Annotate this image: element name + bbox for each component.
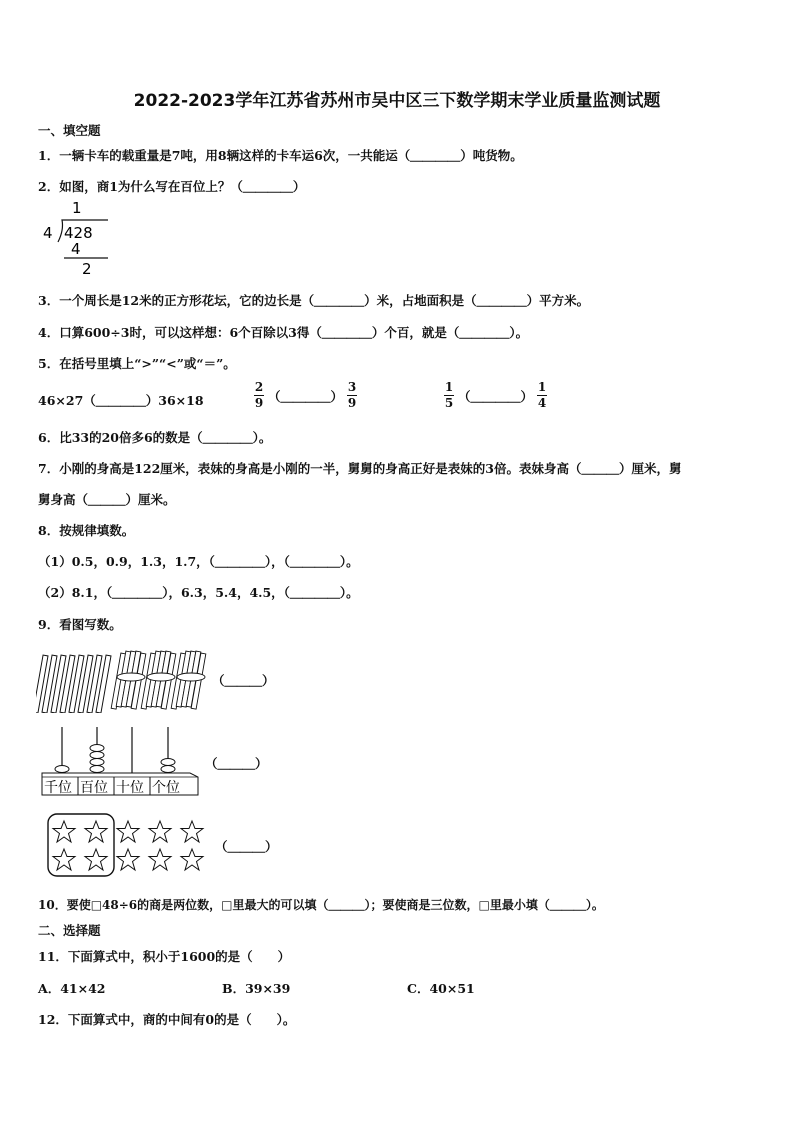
- q11-option-a: A．41×42: [38, 981, 106, 996]
- q11-option-b: B．39×39: [222, 981, 291, 996]
- star-icon: [117, 849, 139, 870]
- question-5: 5．在括号里填上“>”“<”或“＝”。: [38, 356, 236, 371]
- question-3: 3．一个周长是12米的正方形花坛，它的边长是（＿＿＿＿）米，占地面积是（＿＿＿＿）平方米。: [38, 293, 590, 308]
- star-icon: [53, 849, 75, 870]
- abacus-label-thousands: 千位: [44, 780, 72, 796]
- star-icon: [85, 849, 107, 870]
- star-icon: [85, 821, 107, 842]
- star-icon: [181, 821, 203, 842]
- q9-blank-2: （＿＿＿）: [205, 756, 268, 771]
- fraction-1-4: $\frac{1}{4}$: [537, 380, 547, 410]
- long-division-figure: [40, 198, 120, 280]
- question-7-line-1: 7．小刚的身高是122厘米，表妹的身高是小刚的一半，舅舅的身高正好是表妹的3倍。表妹身高（＿＿＿）厘米，舅: [38, 461, 682, 476]
- division-remainder: 2: [82, 260, 92, 278]
- question-6: 6．比33的20倍多6的数是（＿＿＿＿）。: [38, 430, 272, 445]
- q9-blank-3: （＿＿＿）: [215, 839, 278, 854]
- question-5-a: 46×27（＿＿＿＿）36×18: [38, 393, 204, 408]
- stick-bundle-2: [141, 651, 176, 709]
- question-9: 9．看图写数。: [38, 617, 122, 632]
- sticks-bundles-figure: [36, 645, 212, 713]
- abacus-rods: [62, 727, 168, 773]
- page-title: 2022-2023学年江苏省苏州市吴中区三下数学期末学业质量监测试题: [133, 91, 661, 111]
- section-fill-blank: 一、填空题: [38, 123, 101, 138]
- question-8-2: （2）8.1，（＿＿＿＿），6.3，5.4，4.5，（＿＿＿＿）。: [38, 585, 359, 600]
- q11-option-c: C．40×51: [407, 981, 475, 996]
- star-icon: [149, 849, 171, 870]
- division-dividend: 428: [64, 224, 93, 242]
- question-8-1: （1）0.5，0.9，1.3，1.7，（＿＿＿＿），（＿＿＿＿）。: [38, 554, 359, 569]
- question-11: 11．下面算式中，积小于1600的是（ ）: [38, 949, 291, 964]
- stars-figure: [44, 810, 214, 880]
- question-12: 12．下面算式中，商的中间有0的是（ ）。: [38, 1012, 296, 1027]
- beads-ones: [161, 759, 175, 773]
- question-8: 8．按规律填数。: [38, 523, 135, 538]
- division-divisor: 4: [43, 224, 53, 242]
- fraction-1-5: $\frac{1}{5}$: [444, 380, 454, 410]
- q5-c-blank: （＿＿＿＿）: [458, 388, 534, 404]
- abacus-label-ones: 个位: [152, 780, 180, 796]
- star-icon: [53, 821, 75, 842]
- fraction-2-9: $\frac{2}{9}$: [254, 380, 264, 410]
- question-5-c: [440, 380, 551, 411]
- q5-b-blank: （＿＿＿＿）: [268, 388, 344, 404]
- division-quotient: 1: [72, 199, 82, 217]
- question-1: 1．一辆卡车的载重量是7吨，用8辆这样的卡车运6次，一共能运（＿＿＿＿）吨货物。: [38, 148, 523, 163]
- star-icon: [149, 821, 171, 842]
- question-4: 4．口算600÷3时，可以这样想：6个百除以3得（＿＿＿＿）个百，就是（＿＿＿＿）。: [38, 325, 529, 340]
- question-5-b: [250, 380, 361, 411]
- star-icon: [181, 849, 203, 870]
- stick-bundle-3: [171, 651, 206, 709]
- star-icon: [117, 821, 139, 842]
- division-product: 4: [71, 240, 81, 258]
- stick-bundle-1: [111, 651, 146, 709]
- abacus-figure: [38, 725, 200, 799]
- loose-sticks: [36, 655, 111, 713]
- section-multiple-choice: 二、选择题: [38, 923, 101, 938]
- abacus-label-hundreds: 百位: [80, 780, 108, 796]
- fraction-3-9: $\frac{3}{9}$: [347, 380, 357, 410]
- abacus-label-tens: 十位: [116, 780, 144, 796]
- question-2: 2．如图，商1为什么写在百位上？（＿＿＿＿）: [38, 179, 306, 194]
- q9-blank-1: （＿＿＿）: [212, 673, 275, 688]
- beads-hundreds: [90, 745, 104, 773]
- question-7-line-2: 舅身高（＿＿＿）厘米。: [38, 492, 176, 507]
- question-10: 10．要使□48÷6的商是两位数，□里最大的可以填（＿＿＿）；要使商是三位数，□里最小填（＿＿＿）。: [38, 898, 604, 912]
- bead-thousands: [55, 766, 69, 773]
